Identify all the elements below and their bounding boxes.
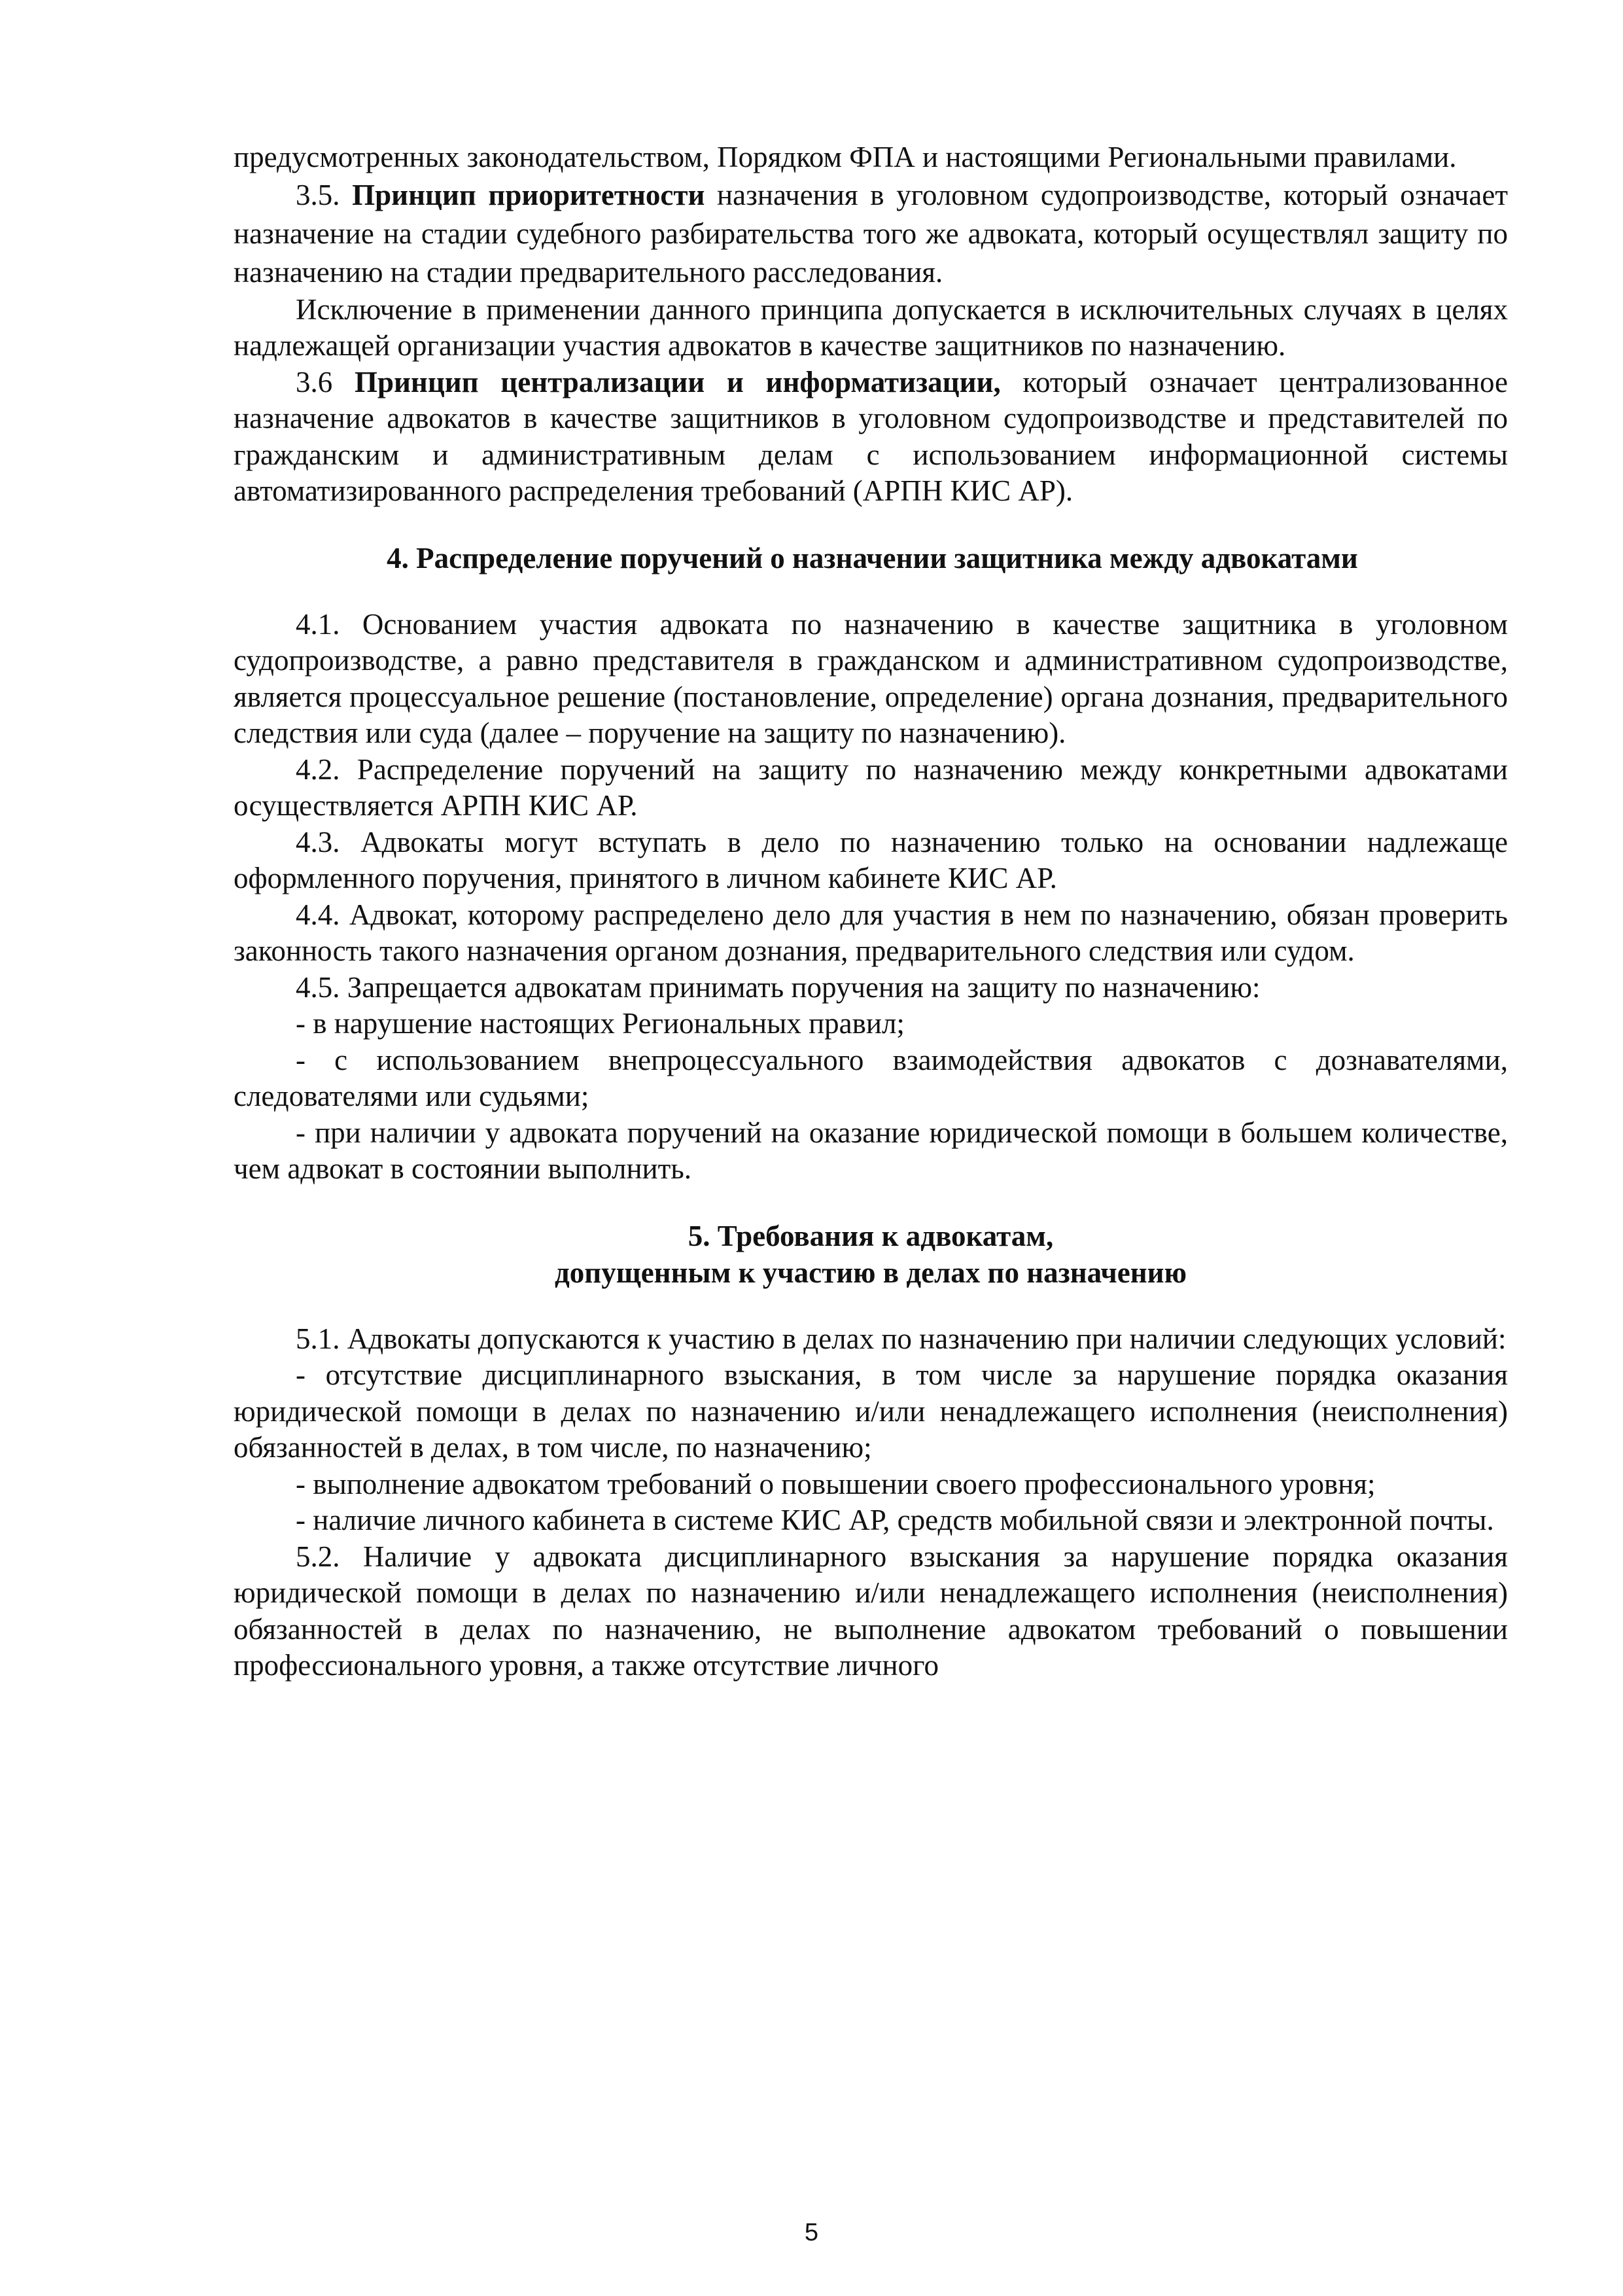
principle-priority-title: Принцип приоритетности — [352, 178, 705, 211]
document-page — [234, 139, 1508, 1684]
section-spacer — [234, 1291, 1508, 1321]
section-spacer — [234, 510, 1508, 540]
paragraph-4-3: 4.3. Адвокаты могут вступать в дело по назначению только на основании надлежаще оформленного поручения, принятого в личном кабинете КИС АР. — [234, 825, 1508, 894]
list-item: - наличие личного кабинета в системе КИС АР, средств мобильной связи и электронной почты. — [296, 1504, 1494, 1536]
paragraph-4-5: 4.5. Запрещается адвокатам принимать поручения на защиту по назначению: — [296, 970, 1261, 1004]
paragraph-3-6 — [234, 364, 1508, 510]
section-spacer — [234, 1188, 1508, 1218]
paragraph-text: назначения в уголовном судопроизводстве, который означает назначение на стадии судебного разбирательства того же адвоката, который осуществлял защиту по назначению на стадии предварительного расследования. — [234, 178, 1509, 289]
section-5-heading — [234, 1218, 1508, 1291]
principle-centralization-title: Принцип централизации и информатизации, — [354, 365, 1001, 398]
section-4-heading: 4. Распределение поручений о назначении защитника между адвокатами — [387, 541, 1358, 574]
paragraph-exception: Исключение в применении данного принципа допускается в исключительных случаях в целях надлежащей организации участия адвокатов в качестве защитников по назначению. — [234, 292, 1508, 362]
list-item: - с использованием внепроцессуального взаимодействия адвокатов с дознавателями, следователями или судьями; — [234, 1043, 1508, 1112]
section-5-heading-line-2: допущенным к участию в делах по назначению — [555, 1256, 1187, 1289]
list-item: - отсутствие дисциплинарного взыскания, в том числе за нарушение порядка оказания юридической помощи в делах по назначению и/или ненадлежащего исполнения (неисполнения) обязанностей в делах, в том числе, по назначению; — [234, 1358, 1508, 1464]
paragraph-continuation: предусмотренных законодательством, Порядком ФПА и настоящими Региональными правилами. — [234, 141, 1457, 173]
page-number: 5 — [804, 2219, 819, 2246]
paragraph-5-1: 5.1. Адвокаты допускаются к участию в делах по назначению при наличии следующих условий: — [296, 1322, 1507, 1355]
list-item: - в нарушение настоящих Региональных правил; — [296, 1007, 905, 1040]
list-item: - выполнение адвокатом требований о повышении своего профессионального уровня; — [296, 1467, 1376, 1500]
paragraph-4-2: 4.2. Распределение поручений на защиту по назначению между конкретными адвокатами осуществляется АРПН КИС АР. — [234, 752, 1508, 822]
paragraph-5-2: 5.2. Наличие у адвоката дисциплинарного взыскания за нарушение порядка оказания юридической помощи в делах по назначению и/или ненадлежащего исполнения (неисполнения) обязанностей в делах по назначению, не выполнение адвокатом требований о повышении профессионального уровня, а также отсутствие личного — [234, 1540, 1508, 1682]
section-5-heading-line-1: 5. Требования к адвокатам, — [688, 1219, 1054, 1252]
section-spacer — [234, 576, 1508, 607]
paragraph-number: 3.6 — [296, 365, 333, 398]
paragraph-4-4: 4.4. Адвокат, которому распределено дело для участия в нем по назначению, обязан проверить законность такого назначения органом дознания, предварительного следствия или судом. — [234, 898, 1508, 967]
paragraph-4-1: 4.1. Основанием участия адвоката по назначению в качестве защитника в уголовном судопроизводстве, а равно представителя в гражданском и административном судопроизводстве, является процессуальное решение (постановление, определение) органа дознания, предварительного следствия или суда (далее – поручение на защиту по назначению). — [234, 607, 1508, 749]
list-item: - при наличии у адвоката поручений на оказание юридической помощи в большем количестве, чем адвокат в состоянии выполнить. — [234, 1116, 1508, 1185]
paragraph-number: 3.5. — [296, 178, 340, 211]
paragraph-text: который означает централизованное назначение адвокатов в качестве защитников в уголовном судопроизводстве и представителей по гражданским и административным делам с использованием информационной системы автоматизированного распределения требований (АРПН КИС АР). — [234, 365, 1508, 507]
paragraph-3-5 — [234, 176, 1508, 292]
